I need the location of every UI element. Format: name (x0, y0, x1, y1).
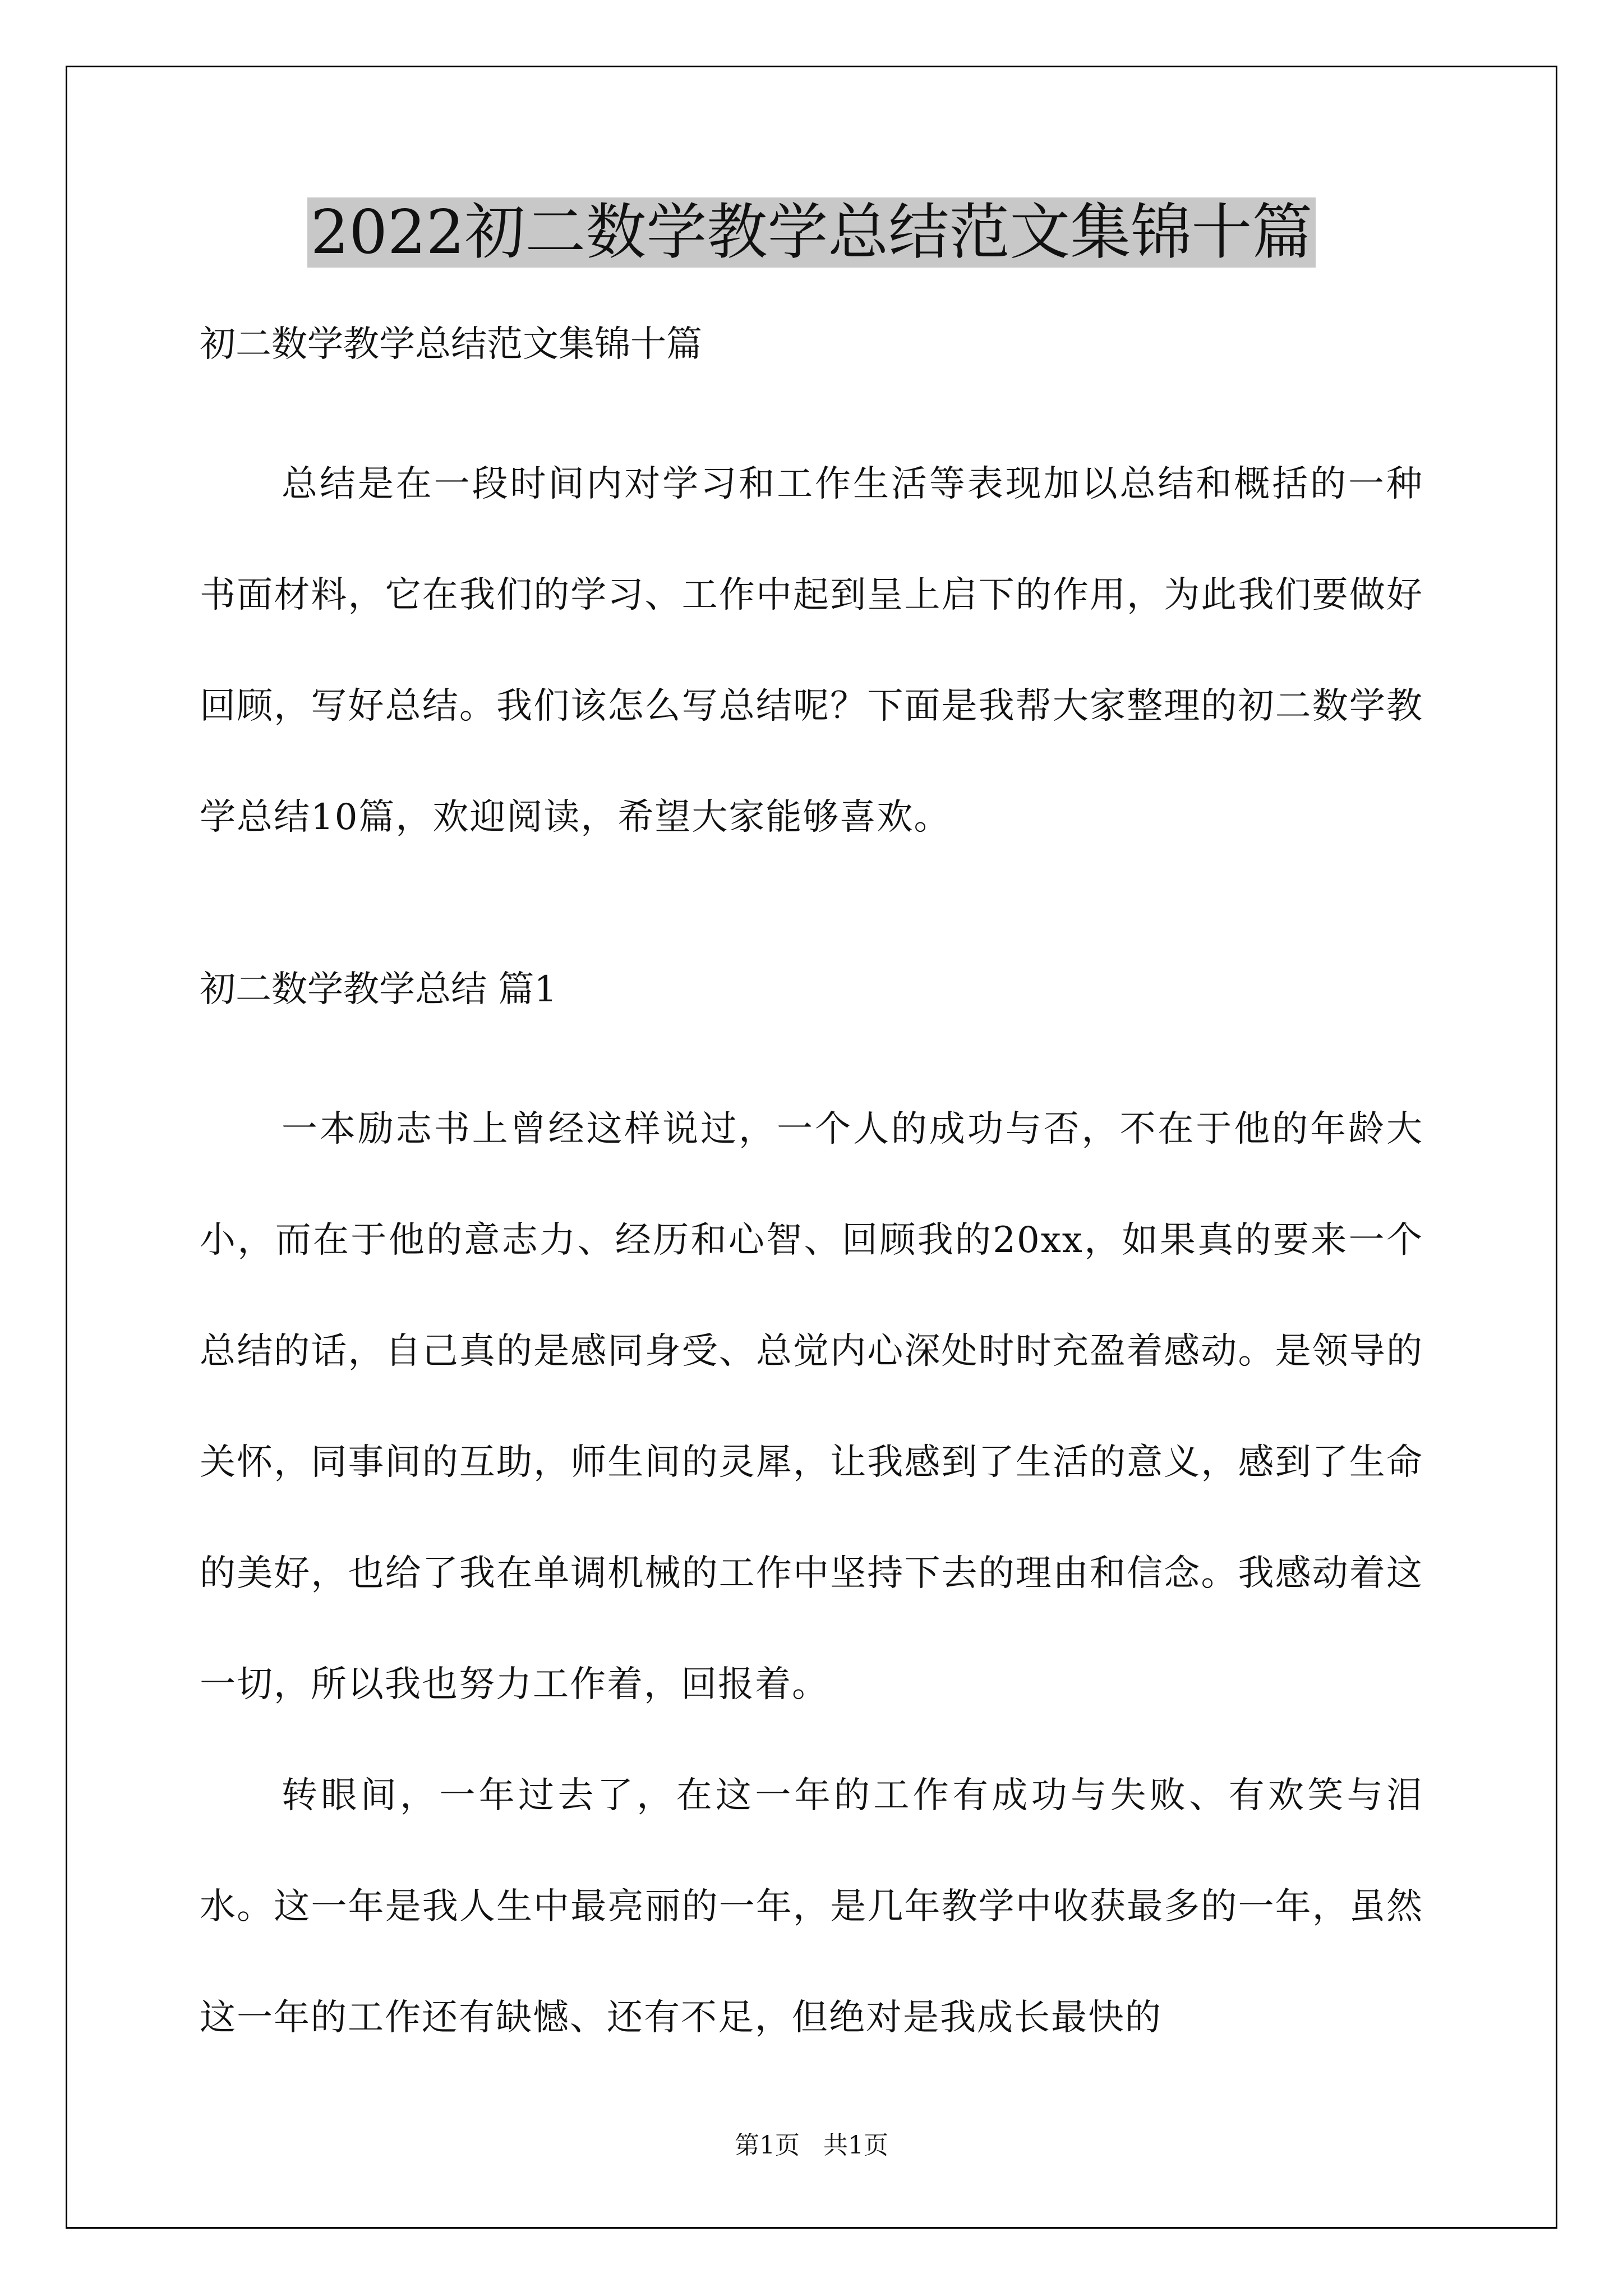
document-body (200, 318, 1423, 2073)
document-subtitle: 初二数学教学总结范文集锦十篇 (200, 324, 702, 365)
intro-paragraph: 总结是在一段时间内对学习和工作生活等表现加以总结和概括的一种书面材料，它在我们的学习、工作中起到呈上启下的作用，为此我们要做好回顾，写好总结。我们该怎么写总结呢？下面是我帮大家整理的初二数学教学总结10篇，欢迎阅读，希望大家能够喜欢。 (200, 463, 1423, 838)
section-heading: 初二数学教学总结 篇1 (200, 969, 557, 1010)
spacer (200, 371, 1423, 429)
document-title (0, 194, 1623, 272)
document-title-text: 2022初二数学教学总结范文集锦十篇 (307, 197, 1316, 268)
spacer (200, 1016, 1423, 1074)
section-paragraph-1: 一本励志书上曾经这样说过，一个人的成功与否，不在于他的年龄大小，而在于他的意志力、经历和心智、回顾我的20xx，如果真的要来一个总结的话，自己真的是感同身受、总觉内心深处时时充盈着感动。是领导的关怀，同事间的互助，师生间的灵犀，让我感到了生活的意义，感到了生命的美好，也给了我在单调机械的工作中坚持下去的理由和信念。我感动着这一切，所以我也努力工作着，回报着。 (200, 1108, 1423, 1705)
spacer (200, 873, 1423, 963)
section-paragraph-2: 转眼间，一年过去了，在这一年的工作有成功与失败、有欢笑与泪水。这一年是我人生中最亮丽的一年，是几年教学中收获最多的一年，虽然这一年的工作还有缺憾、还有不足，但绝对是我成长最快的 (200, 1775, 1423, 2039)
page-number-footer: 第1页 共1页 (735, 2131, 888, 2160)
